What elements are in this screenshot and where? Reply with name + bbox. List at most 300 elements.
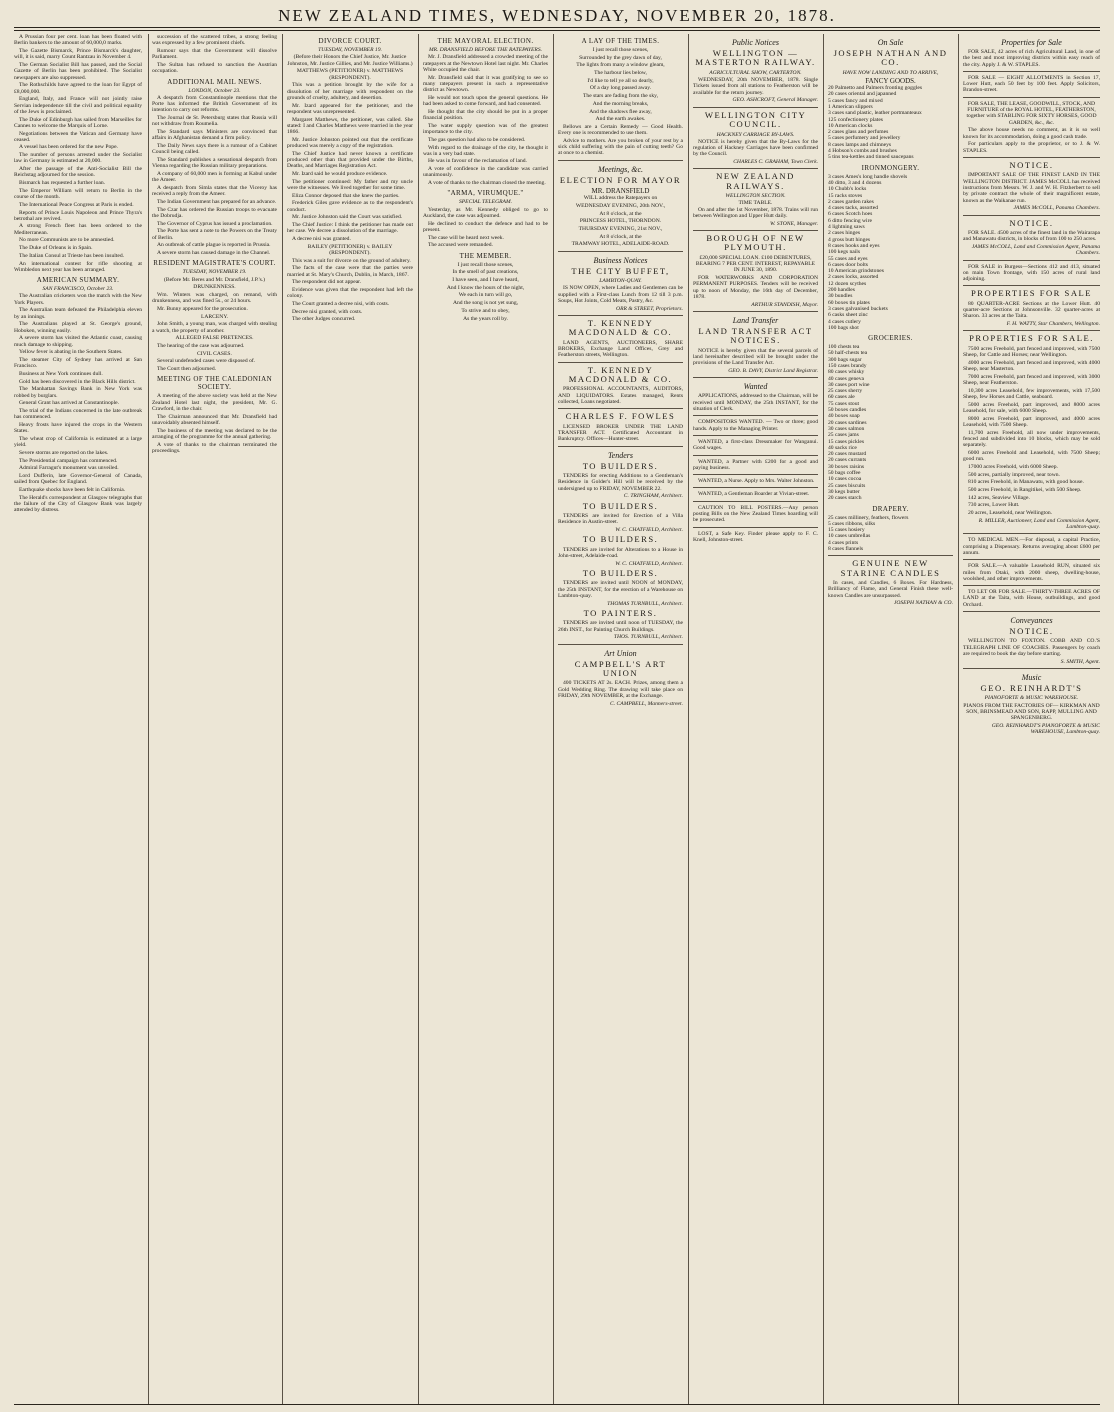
ad-text: IMPORTANT SALE OF THE FINEST LAND IN THE WELLINGTON DISTRICT. JAMES McCOLL has received instructions from Messrs. W. J. and W. H. Fitzherbert to sell by private contract the whole of their magnificent estate, known as the Waikanae run. (963, 172, 1100, 204)
news-paragraph: The Chief Justice: I think the petitioner has made out her case. We decree a dissolution of the marriage. (287, 222, 413, 235)
property-listing: 730 acres, Lower Hutt. (968, 502, 1020, 509)
list-item: 5 cases ribbons, silks (828, 520, 876, 527)
goods-list (828, 515, 953, 553)
list-item: 10 cases umbrellas (828, 533, 871, 540)
list-item: 10 American grindstones (828, 268, 884, 275)
list-item: 125 confectionery plates (828, 116, 883, 123)
wanted-ad: WANTED, a Gentleman Boarder at Vivian-street. (698, 491, 810, 498)
case-title: BAILEY (PETITIONER) v. BAILEY (RESPONDENT). (307, 243, 393, 257)
news-paragraph: The Czar has ordered the Russian troops to evacuate the Dobrudja. (152, 206, 277, 220)
list-item: 50 half-chests tea (828, 350, 868, 357)
ad-subheading: WELLINGTON SECTION. (725, 193, 786, 200)
category-heading: Wanted (743, 382, 768, 392)
news-paragraph: The gas question had also to be considered. (428, 136, 526, 143)
list-item: 3 cases Ames's long handle shovels (828, 173, 908, 180)
list-item: 75 cases stout (828, 400, 860, 407)
goods-list (828, 85, 953, 161)
court-subheading: CIVIL CASES. (197, 350, 232, 357)
goods-list (828, 174, 953, 331)
section-subheading: MR. DRANSFIELD BEFORE THE RATEPAYERS. (428, 47, 543, 53)
court-line: (Before Mr. Beres and Mr. Dransfield, J.P.'s.) (163, 276, 266, 283)
ad-signature: C. TRINGHAM, Architect. (623, 493, 683, 500)
ad-divider (558, 315, 683, 316)
list-item: 40 ditto, 3 and 4 dozens (828, 179, 882, 186)
list-item: 4 lightning saws (828, 224, 865, 231)
ad-text: 400 TICKETS AT 2s. EACH. Prizes, among them a Gold Wedding Ring. The drawing will take place on FRIDAY, 29th NOVEMBER, at the Exchange. (558, 680, 683, 699)
news-paragraph: Mr. Izard appeared for the petitioner, and the respondent was unrepresented. (287, 102, 413, 115)
section-heading: DIVORCE COURT. (318, 37, 382, 45)
ad-text: FOR SALE. 4500 acres of the finest land in the Wairarapa and Manawatu districts, in blocks of from 100 to 250 acres. (963, 229, 1100, 243)
ad-divider (558, 644, 683, 645)
court-subheading: ALLEGED FALSE PRETENCES. (175, 335, 254, 342)
court-line: John Smith, a young man, was charged with stealing a watch, the property of another. (152, 321, 277, 334)
category-heading: Music (1021, 673, 1042, 683)
list-item: 10 Chubb's locks (828, 186, 867, 193)
candidate-name: MR. DRANSFIELD (591, 187, 650, 196)
news-paragraph: An outbreak of cattle plague is reported in Prussia. (157, 242, 271, 249)
list-item: 30 cases port wine (828, 381, 870, 388)
news-paragraph: The Emperor William will return to Berlin in the course of the month. (14, 187, 142, 201)
list-item: 60 boxes tin plates (828, 299, 870, 306)
news-paragraph: Yellow fever is abating in the Southern States. (19, 349, 123, 356)
ad-text: PIANOS FROM THE FACTORIES OF— KIRKMAN AND SON, BRINSMEAD AND SON, RAPP, MULLING AND SPANGENBERG. (963, 702, 1100, 722)
ad-text: NOTICE is hereby given that the several parcels of land hereinafter described will be brought under the provisions of the Land Transfer Act. (693, 347, 818, 367)
list-item: 20 cases oriental and japanned (828, 91, 897, 98)
ad-text: TENDERS are invited for Alterations to a House in John-street, Adelaide-road. (558, 546, 683, 559)
ad-line: THURSDAY EVENING, 21st NOV., (578, 225, 663, 232)
news-paragraph: A severe storm has caused damage in the Channel. (157, 250, 271, 257)
ad-signature: GEO. B. DAVY, District Land Registrar. (728, 368, 818, 375)
news-paragraph: He declined to conduct the defence and had to be present. (423, 220, 548, 234)
ad-heading: NOTICE. (1009, 159, 1054, 170)
news-paragraph: The wheat crop of California is estimated at a large yield. (14, 436, 142, 449)
ad-divider (693, 455, 818, 456)
ad-signature: ORR & STREET, Proprietors. (616, 305, 683, 312)
list-item: 1 American slippers (828, 104, 873, 110)
ad-heading: PROPERTIES FOR SALE. (969, 333, 1094, 344)
list-item: 40 cases geneva (828, 375, 865, 382)
news-paragraph: A vote of thanks to the chairman terminated the proceedings. (152, 441, 277, 454)
news-paragraph: The Presidential campaign has commenced. (19, 457, 118, 464)
list-item: 6 ditto fencing wire (828, 217, 872, 224)
ad-heading: CAMPBELL'S ART UNION (574, 658, 667, 678)
ad-divider (558, 408, 683, 409)
property-listing: 7500 acres Freehold, part fenced and improved, with 7500 Sheep, for Cattle and Horses; near Wellington. (963, 345, 1100, 359)
column-separator (418, 34, 419, 1404)
property-ad: For particulars apply to the proprietor, or to J. & W. STAPLES. (963, 141, 1100, 154)
list-item: 8 cases lamps and chimneys (828, 141, 892, 148)
bottom-rule (14, 1404, 1100, 1405)
ad-heading: ELECTION FOR MAYOR (559, 174, 682, 185)
list-item: 60 cases ale (828, 394, 855, 401)
list-item: 5 cases fancy and mixed (828, 97, 883, 104)
column-separator (553, 34, 554, 1404)
property-listing: 10,300 acres Leasehold, few improvements, with 17,500 Sheep, few Horses and Cattle, seaboard. (963, 387, 1100, 401)
poem-line: The harbour lies below, (594, 70, 647, 77)
wanted-ad: LOST, a Safe Key. Finder please apply to F. C. Knell, Johnston-street. (693, 530, 818, 543)
news-paragraph: Business at New York continues dull. (19, 371, 103, 378)
news-paragraph: The German Socialist Bill has passed, and the Social Gazette of Berlin has been prohibited. The Socialist newspapers are also suppressed. (14, 61, 142, 81)
ad-line: WEDNESDAY EVENING, 20th NOV., (575, 202, 666, 209)
ad-signature: W. C. CHATFIELD, Architect. (615, 560, 683, 567)
poem-line: And I know the hours of the night, (446, 284, 525, 291)
news-paragraph: A vessel has been ordered for the new Pope. (19, 144, 118, 151)
news-paragraph: The Duke of Orleans is in Spain. (19, 245, 93, 252)
property-listing: 5000 acres Freehold, part improved, and 8000 acres Leasehold, for sale, with 6000 Sheep. (963, 401, 1100, 415)
news-paragraph: General Grant has arrived at Constantinople. (19, 400, 120, 407)
property-ad: FOR SALE — EIGHT ALLOTMENTS in Section 17, Lower Hutt, each 50 feet by 100 feet. Apply Solicitors, Brandon-street. (963, 74, 1100, 94)
section-heading: MEETING OF THE CALEDONIAN SOCIETY. (156, 375, 273, 392)
category-heading: Public Notices (732, 38, 779, 47)
ad-heading: TO BUILDERS. (582, 500, 659, 511)
column-3 (287, 34, 413, 1404)
news-paragraph: The Australians played at St. George's ground, Hoboken, winning easily. (14, 321, 142, 334)
news-paragraph: A vote of thanks to the chairman closed the meeting. (428, 180, 546, 187)
ad-text: On and after the 1st November, 1878. Trains will run between Wellington and Upper Hutt daily. (693, 206, 818, 220)
ad-text: FOR SALE in Burgess—Sections 412 and 413, situated on main Town frontage, with 150 acres of rural land adjoining. (963, 263, 1100, 283)
intro-news (14, 34, 142, 273)
ad-divider (963, 285, 1100, 286)
list-item: 6 casks sheet zinc (828, 312, 868, 319)
ad-text: WILL address the Ratepayers on (583, 195, 658, 202)
ad-divider (963, 611, 1100, 612)
section-heading: RESIDENT MAGISTRATE'S COURT. (153, 259, 276, 268)
news-paragraph: The Indian Government has prepared for an advance. (157, 199, 277, 206)
ad-heading: TO BUILDERS. (582, 460, 659, 471)
news-paragraph: The Duke of Edinburgh has sailed from Marseilles for Cannes to welcome the Marquis of Lorne. (14, 116, 142, 129)
ad-signature: R. MILLER, Auctioneer, Land and Commission Agent, Lambton-quay. (978, 517, 1100, 531)
poem-line: The stars are fading from the sky, (583, 93, 658, 100)
wanted-ad: WANTED, a first-class Dressmaker for Wanganui. Good wages. (693, 438, 818, 452)
list-item: 100 bags shot (828, 324, 859, 331)
news-paragraph: England, Italy, and France will not jointly raise Servian independence till the civil and political equality of the Jews is proclaimed. (14, 96, 142, 115)
ad-divider (693, 501, 818, 502)
news-paragraph: A vote of confidence in the candidate was carried unanimously. (423, 166, 548, 179)
property-listing: 810 acres Freehold, in Manawatu, with good house. (968, 479, 1084, 486)
column-separator (823, 34, 824, 1404)
news-paragraph: Mr. Dransfield said that it was gratifying to see so many ratepayers present in such a representative district as Newtown. (423, 74, 548, 94)
news-paragraph: The Porte has sent a note to the Powers on the Treaty of Berlin. (152, 228, 277, 241)
news-paragraph: Mr. J. Dransfield addressed a crowded meeting of the ratepayers at the Newtown Hotel last night. Mr. Charles White occupied the chair. (423, 54, 548, 73)
ad-divider (693, 168, 818, 169)
ad-text: WEDNESDAY, 20th NOVEMBER, 1878. Single Tickets issued from all stations to Featherston will be available for the return journey. (693, 77, 818, 96)
list-item: 3 cases galvanised buckets (828, 305, 888, 312)
advertisement-text: Bellows are a Certain Remedy — Good Health. Every one is recommended to use them. (558, 123, 683, 137)
column-4 (423, 34, 548, 1404)
ad-text: 80 QUARTER-ACRE Sections at the Lower Hutt. 40 quarter-acre Sections at Johnsonville. 32 quarter-acres at Sharon. 33 acres at the Taita. (963, 300, 1100, 320)
ad-heading: NOTICE. (1009, 626, 1054, 637)
ad-heading: CHARLES F. FOWLES (565, 411, 676, 422)
news-paragraph: A Prussian four per cent. loan has been floated with Berlin bankers to the amount of 60,000,0 marks. (14, 34, 142, 47)
column-separator (148, 34, 149, 1404)
poem-line: And the earth awakes. (595, 116, 646, 123)
ad-text: TENDERS are invited for Erection of a Villa Residence in Austin-street. (558, 512, 683, 526)
news-paragraph: Severe storms are reported on the lakes. (19, 450, 109, 457)
news-paragraph: succession of the scattered tribes, a strong feeling was expressed by a few prominent chiefs. (152, 34, 277, 47)
list-item: 12 dozen scythes (828, 280, 867, 287)
ad-signature: C. CAMPBELL, Manners-street. (610, 700, 683, 707)
american-summary (14, 293, 142, 513)
masthead-rule-2 (14, 30, 1100, 31)
news-paragraph: An international contest for rifle shooting at Wimbledon next year has been arranged. (14, 260, 142, 273)
ad-heading: LAND TRANSFER ACT NOTICES. (698, 326, 813, 346)
ad-divider (693, 107, 818, 108)
advertisement-text: Advice to mothers. Are you broken of your rest by a sick child suffering with the pain of cutting teeth? Go at once to a chemist. (558, 137, 683, 157)
section-dateline: SAN FRANCISCO, October 23. (42, 286, 114, 293)
ad-subheading: HACKNEY CARRIAGE BY-LAWS. (716, 131, 795, 138)
category-heading: On Sale (877, 38, 904, 47)
ad-signature: ARTHUR STANDISH, Mayor. (751, 301, 818, 308)
news-paragraph: Frederick Giles gave evidence as to the respondent's conduct. (287, 200, 413, 213)
category-heading: Art Union (604, 648, 637, 658)
ad-text: LAND AGENTS, AUCTIONEERS, SHARE BROKERS, Exchange Land Offices, Grey and Featherston streets, Wellington. (558, 339, 683, 359)
ad-line: At 8 o'clock, at the (599, 210, 642, 217)
news-paragraph: The case will be heard next week. (428, 234, 504, 241)
court-line: Mr. Bunny appeared for the prosecution. (157, 306, 248, 313)
news-paragraph: The Rothschilds have agreed to the loan for Egypt of £8,000,000. (14, 82, 142, 95)
poem-line: Of a day long passed away. (589, 85, 652, 92)
court-line: Several undefended cases were disposed of. (157, 358, 256, 365)
poem-title: THE MEMBER. (459, 251, 512, 260)
news-paragraph: Gold has been discovered in the Black Hills district. (19, 378, 136, 385)
list-item: 8 cases flannels (828, 546, 864, 552)
news-paragraph: The Standard publishes a sensational despatch from Vienna regarding the Russian military preparations. (152, 157, 277, 170)
ad-heading: JOSEPH NATHAN AND CO. (833, 48, 948, 68)
news-paragraph: The accused were remanded. (428, 242, 493, 249)
court-line: The hearing of the case was adjourned. (157, 343, 245, 350)
news-paragraph: The respondent did not appear. (292, 279, 362, 286)
timetable-title: TIME TABLE. (738, 200, 773, 207)
property-listing: 7000 acres Freehold, part fenced and improved, with 3000 Sheep, near Featherston. (963, 373, 1100, 387)
news-paragraph: Decree nisi granted, with costs. (292, 308, 363, 315)
ad-signature: F. H. WATTY, Star Chambers, Wellington. (1006, 321, 1100, 328)
ad-signature: CHARLES C. GRAHAM, Town Clerk. (733, 159, 818, 166)
court-line: The Court then adjourned. (157, 366, 217, 373)
news-paragraph: The Australian cricketers won the match with the New York Players. (14, 293, 142, 306)
property-listing: 11,700 acres Freehold, all now under improvements, fenced and subdivided into 10 blocks, which may be sold separately. (963, 429, 1100, 449)
news-paragraph: No more Communists are to be amnestied. (19, 237, 115, 244)
news-paragraph: The water supply question was of the greatest importance to the city. (423, 122, 548, 136)
list-heading: DRAPERY. (872, 504, 909, 513)
ad-subheading: PIANOFORTE & MUSIC WAREHOUSE. (984, 695, 1079, 702)
poem-line: The lights from many a window gleam, (576, 62, 665, 69)
news-paragraph: A despatch from Constantinople mentions that the Porte has informed the British Government of its intention to carry out reforms. (152, 94, 277, 114)
ad-line: TRAMWAY HOTEL, ADELAIDE-ROAD. (571, 241, 670, 248)
list-item: 4 cases prints (828, 539, 859, 546)
ad-heading: T. KENNEDY MACDONALD & CO. (568, 364, 673, 384)
section-heading: "ARMA, VIRUMQUE." (447, 189, 524, 198)
ad-subheading: FANCY GOODS. (865, 77, 916, 86)
list-item: 15 racks stoves (828, 192, 863, 199)
news-paragraph: This was a petition brought by the wife for a dissolution of her marriage with respondent on the grounds of cruelty, adultery, and desertion. (287, 82, 413, 101)
poem-line: We each in turn will go, (458, 292, 513, 299)
ad-divider (963, 585, 1100, 586)
list-item: 2 cases garden rakes (828, 198, 874, 205)
ad-subheading: HAVE NOW LANDING AND TO ARRIVE, (842, 69, 939, 76)
news-paragraph: The Standard says Ministers are convinced that affairs in Afghanistan demand a firm policy. (152, 129, 277, 142)
ad-divider (963, 260, 1100, 261)
ad-divider (693, 377, 818, 378)
property-listing: 17000 acres Freehold, with 6000 Sheep. (968, 463, 1058, 470)
poem-line: To strive and to obey, (461, 307, 510, 314)
news-paragraph: He thought that the city should be put in a proper financial position. (423, 108, 548, 122)
ad-divider (963, 157, 1100, 158)
list-item: 50 boxes candles (828, 407, 867, 414)
list-item: 300 bags sugar (828, 356, 862, 363)
ad-divider (693, 487, 818, 488)
ad-text: IS NOW OPEN, where Ladies and Gentlemen can be supplied with a First-class Lunch from 12 till 3 p.m. Soups, Hot Joints, Cold Meats, Pastry, &c. (558, 285, 683, 304)
list-item: 20 cases starch (828, 495, 862, 502)
ad-signature: W. STONE, Manager. (769, 220, 818, 227)
poem-line: In the smell of past creations, (452, 269, 519, 276)
property-ad: FOR SALE, THE LEASE, GOODWILL, STOCK, AND FURNITURE of the ROYAL HOTEL, FEATHERSTON, together with STABLING FOR SIXTY HORSES, GOOD GARDEN, &c., &c. (966, 100, 1097, 126)
category-heading: Meetings, &c. (597, 164, 644, 174)
list-item: 2 cases glass and perfumes (828, 129, 889, 136)
column-2 (152, 34, 277, 1404)
ad-subheading: LAMBTON-QUAY. (599, 277, 642, 284)
ad-heading: GEO. REINHARDT'S (980, 683, 1083, 694)
ad-heading: GENUINE NEW STARINE CANDLES (840, 558, 941, 578)
list-item: 200 handles (828, 287, 855, 294)
ad-line: At 8 o'clock, at the (599, 233, 642, 240)
masthead-rule (14, 27, 1100, 28)
list-item: 10 cases cocoa (828, 476, 862, 483)
news-paragraph: The Australian team defeated the Philadelphia eleven by an innings. (14, 307, 142, 320)
list-item: 30 boxes raisins (828, 463, 865, 470)
ad-divider (693, 435, 818, 436)
list-item: 3 cases sand plastic, leather portmanteaux (828, 110, 922, 117)
ad-divider (693, 311, 818, 312)
ad-text: TENDERS are invited until NOON of MONDAY, the 25th INSTANT, for the erection of a Warehouse on Lambton-quay. (558, 580, 683, 599)
goods-list (828, 344, 953, 501)
list-item: 55 cases and eyes (828, 255, 868, 262)
ad-divider (963, 668, 1100, 669)
column-separator (282, 34, 283, 1404)
column-7 (828, 34, 953, 1404)
news-paragraph: The petitioner continued: My father and my uncle were the witnesses. We lived together for some time. (287, 178, 413, 192)
ad-heading: NEW ZEALAND RAILWAYS. (716, 171, 795, 191)
ad-heading: BOROUGH OF NEW PLYMOUTH. (706, 233, 805, 253)
property-listing: 4000 acres Freehold, part fenced and improved, with 4000 Sheep, near Masterton. (963, 359, 1100, 373)
news-paragraph: The Journal de St. Petersburg states that Russia will not withdraw from Roumelia. (152, 115, 277, 128)
ad-text: FOR WATERWORKS AND CORPORATION PERMANENT PURPOSES. Tenders will be received up to noon of Monday, the 16th day of December, 1878. (693, 275, 818, 301)
wanted-ad: APPLICATIONS, addressed to the Chairman, will be received until MONDAY, the 25th INSTANT, for the situation of Clerk. (693, 393, 818, 413)
news-paragraph: Mr. Izard said he would produce evidence. (292, 171, 388, 178)
news-paragraph: The Chief Justice had never known a certificate produced other than that provided under the Births, Deaths, and Marriages Registration Act. (287, 150, 413, 170)
property-listing: 8000 acres Freehold, part improved, and 4000 acres Leasehold, with 7500 Sheep. (963, 415, 1100, 428)
news-paragraph: A decree nisi was granted. (292, 236, 351, 243)
ad-divider (693, 415, 818, 416)
list-item: 20 Palmetto and Palmers fronting goggles (828, 85, 922, 92)
ad-line: PRINCESS HOTEL, THORNDON. (579, 218, 662, 225)
ad-divider (558, 362, 683, 363)
property-listing: 20 acres, Leasehold, near Wellington. (968, 510, 1053, 517)
list-item: 150 cases brandy (828, 362, 867, 369)
news-paragraph: The steamer City of Sydney has arrived at San Francisco. (14, 357, 142, 370)
news-paragraph: Margaret Matthews, the petitioner, was called. She stated: I and Charles Matthews were married in the year 1866. (287, 116, 413, 136)
ad-heading: TO BUILDERS. (582, 534, 659, 545)
news-paragraph: The Sultan has refused to sanction the Austrian occupation. (152, 61, 277, 75)
news-paragraph: A company of 60,000 men is forming at Kabul under the Ameer. (152, 171, 277, 184)
news-paragraph: Mr. Justice Johnston said the Court was satisfied. (292, 214, 403, 221)
ad-divider (558, 160, 683, 161)
news-paragraph: He was in favour of the reclamation of land. (428, 158, 527, 165)
column-separator (688, 34, 689, 1404)
column-1 (14, 34, 142, 1404)
ad-heading: TO PAINTERS. (583, 607, 658, 618)
list-item: 4 cases cutlery (828, 318, 861, 325)
list-item: 30 bundles (828, 293, 853, 300)
court-bench: (Before their Honors the Chief Justice, Mr. Justice Johnston, Mr. Justice Gillies, and Mr. Justice Williams.) (287, 54, 413, 67)
list-item: 100 chests tea (828, 344, 860, 351)
list-heading: GROCERIES. (868, 334, 913, 343)
news-paragraph: Mr. Justice Johnston pointed out that the certificate produced was merely a copy of the registration. (287, 136, 413, 150)
section-dateline: LONDON, October 23. (188, 87, 241, 94)
category-heading: Tenders (607, 450, 634, 460)
ad-heading: PROPERTIES FOR SALE (970, 288, 1093, 299)
ad-divider (693, 527, 818, 528)
section-subheading: SPECIAL TELEGRAM. (458, 199, 513, 206)
list-item: 100 kegs nails (828, 249, 861, 256)
ad-signature: JOSEPH NATHAN & CO. (893, 600, 953, 607)
property-listing: 142 acres, Seaview Village. (968, 494, 1030, 501)
news-paragraph: The Court granted a decree nisi, with costs. (292, 301, 390, 308)
news-paragraph: The Manhattan Savings Bank in New York was robbed by burglars. (14, 386, 142, 399)
ad-text: TENDERS are invited until noon of TUESDAY, the 26th INST., for Painting Church Buildings. (558, 620, 683, 633)
property-ad: FOR SALE, 42 acres of rich Agricultural Land, in one of the best and most improving districts within easy reach of the city. Apply J. & W. STAPLES. (963, 49, 1100, 68)
property-listing: 500 acres, partially improved, near town. (968, 471, 1060, 478)
news-paragraph: The International Peace Congress at Paris is ended. (19, 201, 134, 208)
news-paragraph: A despatch from Simla states that the Viceroy has received a reply from the Ameer. (152, 185, 277, 198)
wanted-ad: WANTED, a Nurse. Apply to Mrs. Walter Johnston. (698, 478, 815, 485)
list-item: 2 cases locks, assorted (828, 274, 879, 281)
list-item: 2 cases hinges (828, 230, 861, 237)
ad-text: PROFESSIONAL ACCOUNTANTS, AUDITORS, AND LIQUIDATORS. Estates managed, Rents collected, Loans negotiated. (558, 386, 683, 405)
news-paragraph: Negotiations between the Vatican and Germany have ceased. (14, 130, 142, 143)
category-heading: Conveyances (1010, 616, 1053, 626)
list-item: 6 cases Scotch hoes (828, 211, 873, 218)
news-paragraph: The Daily News says there is a rumour of a Cabinet Council being called. (152, 143, 277, 156)
list-item: 5 cases perfumery and jewellery (828, 135, 901, 142)
ad-divider (963, 330, 1100, 331)
news-paragraph: The Governor of Cyprus has issued a proclamation. (157, 220, 273, 227)
ad-text: TO LET OR FOR SALE.—THIRTY-THREE ACRES OF LAND at the Taita, with House, outbuildings, and good Orchard. (963, 589, 1100, 608)
news-paragraph: The trial of the Indians concerned in the late outbreak has commenced. (14, 408, 142, 421)
news-paragraph: Admiral Farragut's monument was unveiled. (19, 465, 119, 472)
ad-divider (963, 533, 1100, 534)
section-heading: ADDITIONAL MAIL NEWS. (167, 77, 262, 86)
ad-divider (963, 71, 1100, 72)
list-item: 4 cases tacks, assorted (828, 205, 879, 212)
list-item: 4 Hobson's combs and brushes (828, 148, 897, 155)
news-paragraph: Lord Dufferin, late Governor-General of Canada, sailed from Quebec for England. (14, 473, 142, 486)
ad-heading: WELLINGTON — MASTERTON RAILWAY. (695, 48, 816, 68)
column-separator (958, 34, 959, 1404)
news-paragraph: Heavy frosts have injured the crops in the Western States. (14, 422, 142, 435)
poem-line: I just recall those scenes, (457, 261, 514, 268)
category-heading: Land Transfer (732, 316, 779, 326)
ad-text: £20,000 SPECIAL LOAN. £100 DEBENTURES, BEARING 7 PER CENT. INTEREST, REPAYABLE IN JUNE 30, 1890. (695, 254, 816, 274)
poem-line: And the song is not yet sung, (452, 300, 519, 307)
column-5 (558, 34, 683, 1404)
ad-signature: S. SMITH, Agent. (1060, 658, 1100, 665)
category-heading: Business Notices (593, 255, 648, 265)
section-heading: THE MAYORAL ELECTION. (437, 37, 534, 45)
list-item: 15 cases pickles (828, 438, 865, 445)
news-paragraph: This was a suit for divorce on the ground of adultery. (292, 257, 411, 264)
ad-text: WELLINGTON TO FOXTON. COBB AND CO.'S TELEGRAPH LINE OF COACHES. Passengers by coach are required to book the day before starting. (963, 638, 1100, 658)
ad-divider (828, 555, 953, 556)
